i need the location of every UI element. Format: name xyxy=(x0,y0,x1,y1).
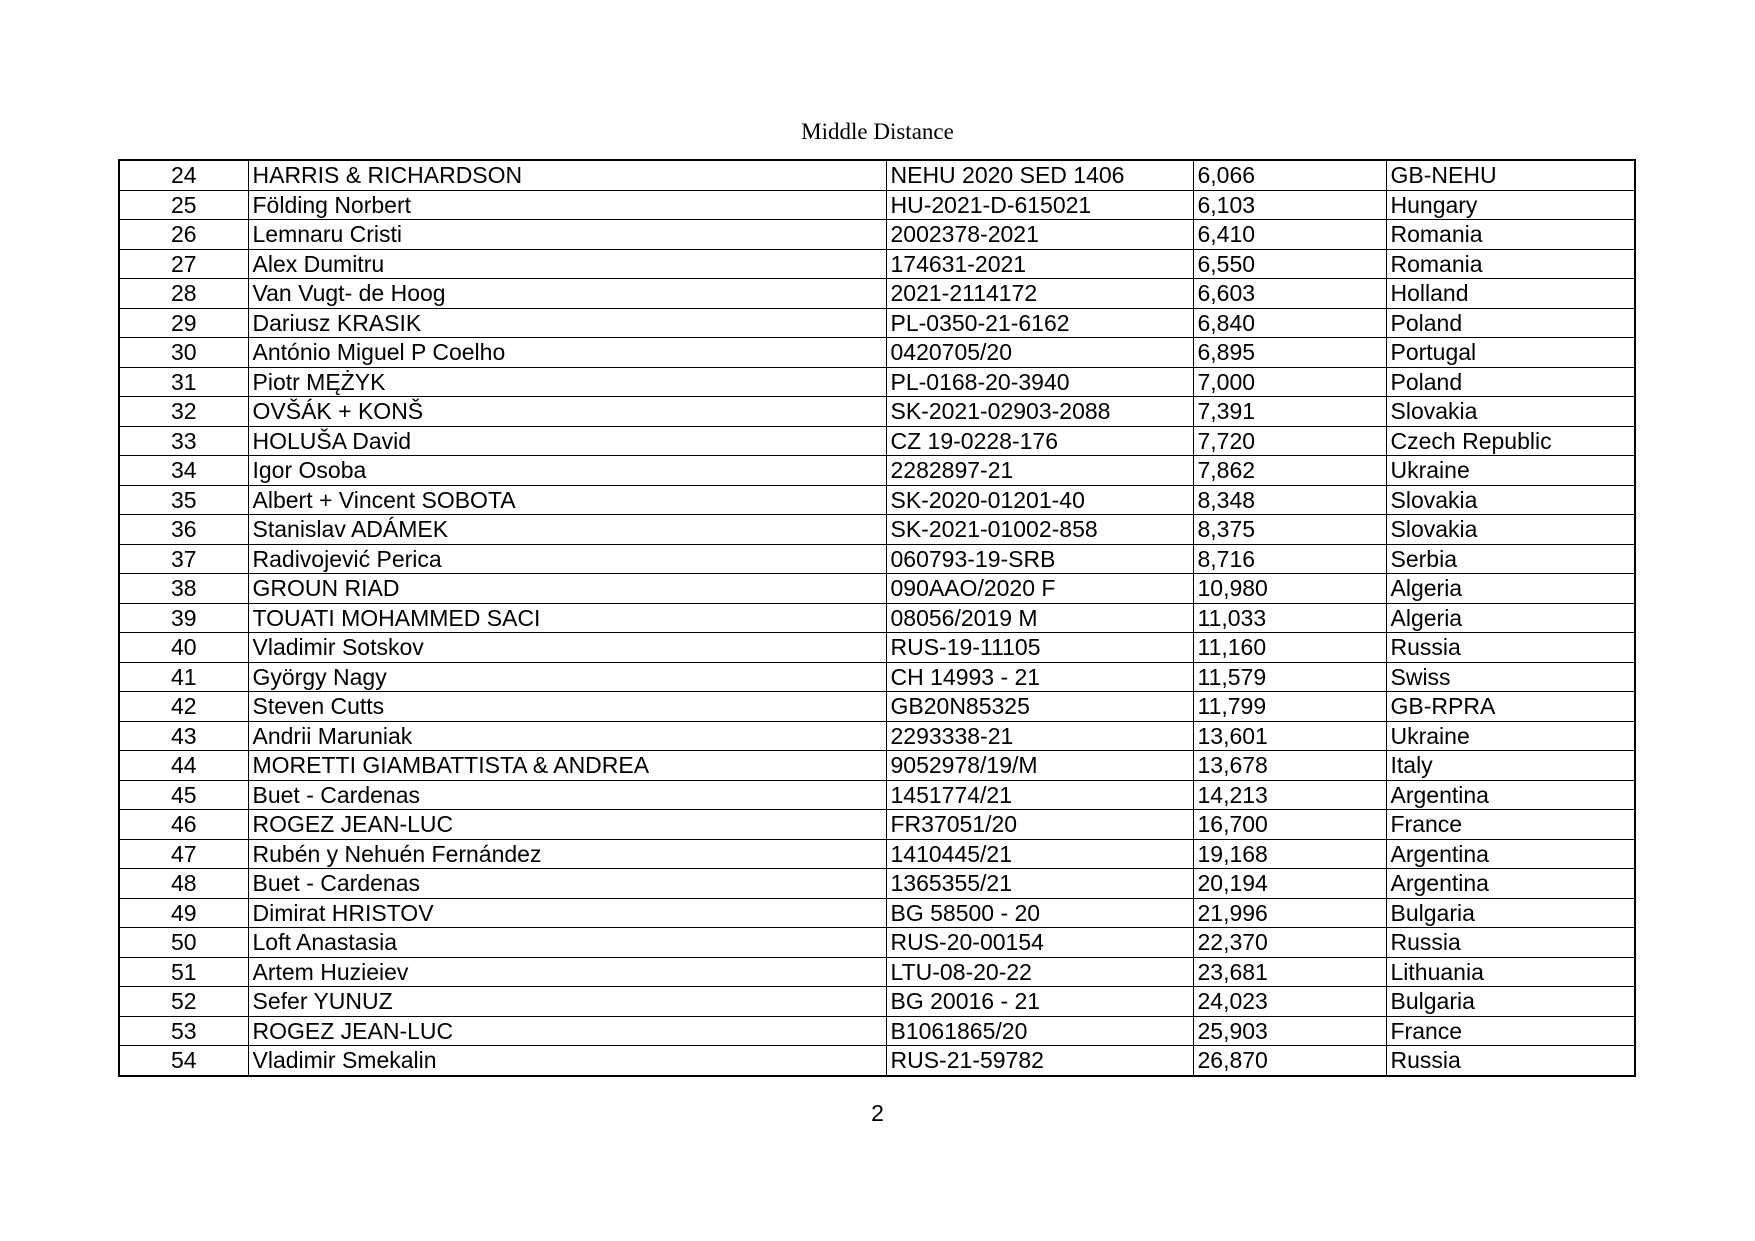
ring-number-cell: HU-2021-D-615021 xyxy=(886,190,1193,220)
rank-cell: 45 xyxy=(119,780,248,810)
score-cell: 8,348 xyxy=(1193,485,1386,515)
name-cell: Sefer YUNUZ xyxy=(248,987,886,1017)
ring-number-cell: SK-2021-01002-858 xyxy=(886,515,1193,545)
ring-number-cell: BG 58500 - 20 xyxy=(886,898,1193,928)
table-row xyxy=(119,1046,1635,1076)
name-cell: OVŠÁK + KONŠ xyxy=(248,397,886,427)
name-cell: Andrii Maruniak xyxy=(248,721,886,751)
rank-cell: 29 xyxy=(119,308,248,338)
score-cell: 13,601 xyxy=(1193,721,1386,751)
ring-number-cell: 1365355/21 xyxy=(886,869,1193,899)
name-cell: Lemnaru Cristi xyxy=(248,220,886,250)
table-row xyxy=(119,338,1635,368)
table-row xyxy=(119,898,1635,928)
name-cell: HARRIS & RICHARDSON xyxy=(248,160,886,190)
score-cell: 7,391 xyxy=(1193,397,1386,427)
country-cell: Slovakia xyxy=(1386,515,1635,545)
country-cell: France xyxy=(1386,810,1635,840)
name-cell: Igor Osoba xyxy=(248,456,886,486)
ring-number-cell: GB20N85325 xyxy=(886,692,1193,722)
score-cell: 19,168 xyxy=(1193,839,1386,869)
country-cell: Slovakia xyxy=(1386,485,1635,515)
table-row xyxy=(119,249,1635,279)
name-cell: Vladimir Sotskov xyxy=(248,633,886,663)
name-cell: Buet - Cardenas xyxy=(248,869,886,899)
score-cell: 11,033 xyxy=(1193,603,1386,633)
ring-number-cell: 060793-19-SRB xyxy=(886,544,1193,574)
country-cell: Portugal xyxy=(1386,338,1635,368)
table-row xyxy=(119,869,1635,899)
country-cell: Bulgaria xyxy=(1386,898,1635,928)
name-cell: Rubén y Nehuén Fernández xyxy=(248,839,886,869)
ring-number-cell: 9052978/19/M xyxy=(886,751,1193,781)
ring-number-cell: RUS-19-11105 xyxy=(886,633,1193,663)
rank-cell: 30 xyxy=(119,338,248,368)
ring-number-cell: BG 20016 - 21 xyxy=(886,987,1193,1017)
name-cell: Buet - Cardenas xyxy=(248,780,886,810)
table-row xyxy=(119,1016,1635,1046)
country-cell: Romania xyxy=(1386,220,1635,250)
table-row xyxy=(119,456,1635,486)
rank-cell: 33 xyxy=(119,426,248,456)
results-table xyxy=(118,159,1636,1077)
score-cell: 22,370 xyxy=(1193,928,1386,958)
ring-number-cell: NEHU 2020 SED 1406 xyxy=(886,160,1193,190)
ring-number-cell: 090AAO/2020 F xyxy=(886,574,1193,604)
score-cell: 6,895 xyxy=(1193,338,1386,368)
rank-cell: 48 xyxy=(119,869,248,899)
score-cell: 11,579 xyxy=(1193,662,1386,692)
country-cell: Poland xyxy=(1386,308,1635,338)
country-cell: Lithuania xyxy=(1386,957,1635,987)
country-cell: Bulgaria xyxy=(1386,987,1635,1017)
rank-cell: 52 xyxy=(119,987,248,1017)
score-cell: 11,160 xyxy=(1193,633,1386,663)
ring-number-cell: 2021-2114172 xyxy=(886,279,1193,309)
rank-cell: 46 xyxy=(119,810,248,840)
rank-cell: 41 xyxy=(119,662,248,692)
rank-cell: 37 xyxy=(119,544,248,574)
table-row xyxy=(119,515,1635,545)
ring-number-cell: CZ 19-0228-176 xyxy=(886,426,1193,456)
country-cell: Poland xyxy=(1386,367,1635,397)
country-cell: Argentina xyxy=(1386,780,1635,810)
rank-cell: 49 xyxy=(119,898,248,928)
rank-cell: 28 xyxy=(119,279,248,309)
rank-cell: 54 xyxy=(119,1046,248,1076)
name-cell: GROUN RIAD xyxy=(248,574,886,604)
country-cell: Ukraine xyxy=(1386,456,1635,486)
table-row xyxy=(119,603,1635,633)
table-row xyxy=(119,839,1635,869)
table-row xyxy=(119,367,1635,397)
country-cell: Czech Republic xyxy=(1386,426,1635,456)
rank-cell: 32 xyxy=(119,397,248,427)
name-cell: Alex Dumitru xyxy=(248,249,886,279)
country-cell: Hungary xyxy=(1386,190,1635,220)
ring-number-cell: SK-2021-02903-2088 xyxy=(886,397,1193,427)
rank-cell: 24 xyxy=(119,160,248,190)
name-cell: Vladimir Smekalin xyxy=(248,1046,886,1076)
score-cell: 8,716 xyxy=(1193,544,1386,574)
country-cell: Serbia xyxy=(1386,544,1635,574)
table-row xyxy=(119,279,1635,309)
country-cell: Slovakia xyxy=(1386,397,1635,427)
country-cell: Algeria xyxy=(1386,603,1635,633)
country-cell: GB-RPRA xyxy=(1386,692,1635,722)
score-cell: 21,996 xyxy=(1193,898,1386,928)
rank-cell: 34 xyxy=(119,456,248,486)
table-row xyxy=(119,190,1635,220)
table-row xyxy=(119,308,1635,338)
ring-number-cell: 174631-2021 xyxy=(886,249,1193,279)
rank-cell: 51 xyxy=(119,957,248,987)
ring-number-cell: FR37051/20 xyxy=(886,810,1193,840)
rank-cell: 38 xyxy=(119,574,248,604)
name-cell: Földing Norbert xyxy=(248,190,886,220)
name-cell: MORETTI GIAMBATTISTA & ANDREA xyxy=(248,751,886,781)
country-cell: Argentina xyxy=(1386,869,1635,899)
name-cell: György Nagy xyxy=(248,662,886,692)
name-cell: António Miguel P Coelho xyxy=(248,338,886,368)
score-cell: 10,980 xyxy=(1193,574,1386,604)
ring-number-cell: SK-2020-01201-40 xyxy=(886,485,1193,515)
table-row xyxy=(119,957,1635,987)
rank-cell: 25 xyxy=(119,190,248,220)
ring-number-cell: 1451774/21 xyxy=(886,780,1193,810)
rank-cell: 27 xyxy=(119,249,248,279)
score-cell: 7,720 xyxy=(1193,426,1386,456)
country-cell: Swiss xyxy=(1386,662,1635,692)
score-cell: 26,870 xyxy=(1193,1046,1386,1076)
country-cell: Argentina xyxy=(1386,839,1635,869)
name-cell: Artem Huzieiev xyxy=(248,957,886,987)
ring-number-cell: 2293338-21 xyxy=(886,721,1193,751)
rank-cell: 47 xyxy=(119,839,248,869)
rank-cell: 36 xyxy=(119,515,248,545)
ring-number-cell: 2002378-2021 xyxy=(886,220,1193,250)
table-row xyxy=(119,397,1635,427)
table-row xyxy=(119,426,1635,456)
score-cell: 6,603 xyxy=(1193,279,1386,309)
page-title: Middle Distance xyxy=(801,119,954,144)
rank-cell: 42 xyxy=(119,692,248,722)
table-row xyxy=(119,160,1635,190)
score-cell: 6,410 xyxy=(1193,220,1386,250)
score-cell: 7,862 xyxy=(1193,456,1386,486)
ring-number-cell: B1061865/20 xyxy=(886,1016,1193,1046)
table-row xyxy=(119,220,1635,250)
rank-cell: 40 xyxy=(119,633,248,663)
ring-number-cell: 1410445/21 xyxy=(886,839,1193,869)
table-row xyxy=(119,780,1635,810)
ring-number-cell: 08056/2019 M xyxy=(886,603,1193,633)
ring-number-cell: CH 14993 - 21 xyxy=(886,662,1193,692)
table-row xyxy=(119,810,1635,840)
name-cell: Stanislav ADÁMEK xyxy=(248,515,886,545)
rank-cell: 39 xyxy=(119,603,248,633)
name-cell: Albert + Vincent SOBOTA xyxy=(248,485,886,515)
score-cell: 16,700 xyxy=(1193,810,1386,840)
ring-number-cell: LTU-08-20-22 xyxy=(886,957,1193,987)
country-cell: Russia xyxy=(1386,1046,1635,1076)
table-row xyxy=(119,751,1635,781)
score-cell: 14,213 xyxy=(1193,780,1386,810)
country-cell: Russia xyxy=(1386,928,1635,958)
ring-number-cell: RUS-20-00154 xyxy=(886,928,1193,958)
table-row xyxy=(119,987,1635,1017)
score-cell: 25,903 xyxy=(1193,1016,1386,1046)
table-row xyxy=(119,662,1635,692)
country-cell: Italy xyxy=(1386,751,1635,781)
score-cell: 6,066 xyxy=(1193,160,1386,190)
name-cell: Radivojević Perica xyxy=(248,544,886,574)
rank-cell: 44 xyxy=(119,751,248,781)
rank-cell: 43 xyxy=(119,721,248,751)
rank-cell: 50 xyxy=(119,928,248,958)
name-cell: ROGEZ JEAN-LUC xyxy=(248,810,886,840)
name-cell: ROGEZ JEAN-LUC xyxy=(248,1016,886,1046)
country-cell: GB-NEHU xyxy=(1386,160,1635,190)
ring-number-cell: 0420705/20 xyxy=(886,338,1193,368)
rank-cell: 53 xyxy=(119,1016,248,1046)
score-cell: 8,375 xyxy=(1193,515,1386,545)
table-row xyxy=(119,633,1635,663)
score-cell: 11,799 xyxy=(1193,692,1386,722)
name-cell: Dariusz KRASIK xyxy=(248,308,886,338)
ring-number-cell: 2282897-21 xyxy=(886,456,1193,486)
ring-number-cell: PL-0168-20-3940 xyxy=(886,367,1193,397)
ring-number-cell: PL-0350-21-6162 xyxy=(886,308,1193,338)
table-row xyxy=(119,544,1635,574)
score-cell: 6,550 xyxy=(1193,249,1386,279)
rank-cell: 26 xyxy=(119,220,248,250)
name-cell: TOUATI MOHAMMED SACI xyxy=(248,603,886,633)
table-row xyxy=(119,574,1635,604)
score-cell: 6,103 xyxy=(1193,190,1386,220)
name-cell: Dimirat HRISTOV xyxy=(248,898,886,928)
table-row xyxy=(119,692,1635,722)
results-table-body xyxy=(119,160,1635,1076)
rank-cell: 35 xyxy=(119,485,248,515)
name-cell: Loft Anastasia xyxy=(248,928,886,958)
country-cell: Russia xyxy=(1386,633,1635,663)
rank-cell: 31 xyxy=(119,367,248,397)
country-cell: Ukraine xyxy=(1386,721,1635,751)
name-cell: Steven Cutts xyxy=(248,692,886,722)
country-cell: France xyxy=(1386,1016,1635,1046)
page-number: 2 xyxy=(871,1100,884,1126)
score-cell: 13,678 xyxy=(1193,751,1386,781)
score-cell: 24,023 xyxy=(1193,987,1386,1017)
score-cell: 23,681 xyxy=(1193,957,1386,987)
score-cell: 6,840 xyxy=(1193,308,1386,338)
table-row xyxy=(119,928,1635,958)
name-cell: Van Vugt- de Hoog xyxy=(248,279,886,309)
country-cell: Algeria xyxy=(1386,574,1635,604)
country-cell: Romania xyxy=(1386,249,1635,279)
table-row xyxy=(119,485,1635,515)
score-cell: 7,000 xyxy=(1193,367,1386,397)
name-cell: Piotr MĘŻYK xyxy=(248,367,886,397)
name-cell: HOLUŠA David xyxy=(248,426,886,456)
country-cell: Holland xyxy=(1386,279,1635,309)
ring-number-cell: RUS-21-59782 xyxy=(886,1046,1193,1076)
table-row xyxy=(119,721,1635,751)
score-cell: 20,194 xyxy=(1193,869,1386,899)
